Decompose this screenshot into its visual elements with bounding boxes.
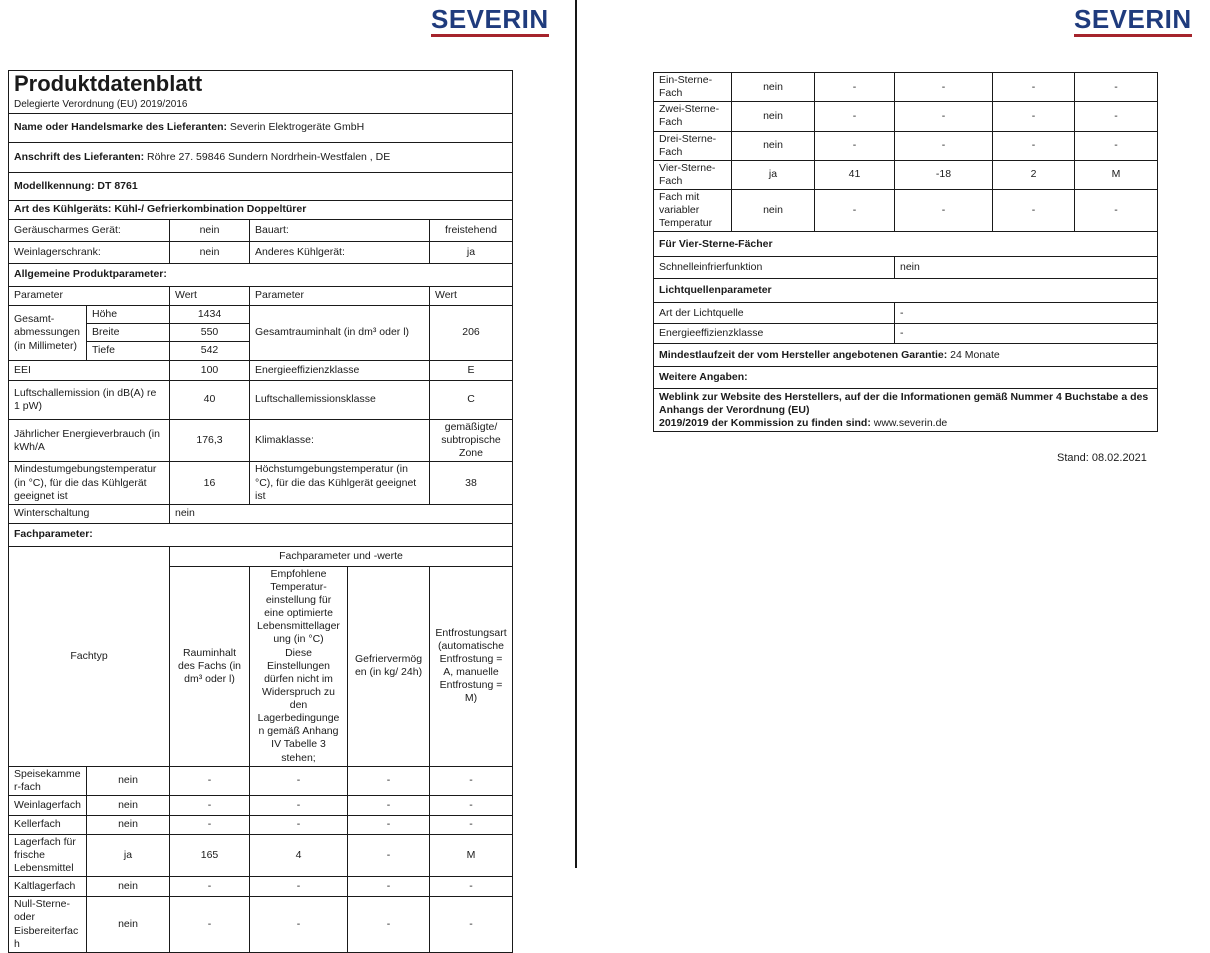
defrost-column-header: Entfrostungsart (automatische Entfrostung = A, manuelle Entfrostung = M) [430, 566, 513, 766]
value-cell: C [430, 381, 513, 420]
column-header: Wert [170, 287, 250, 306]
table-row [9, 242, 513, 264]
value-cell: E [430, 361, 513, 381]
param-row [9, 462, 513, 504]
severin-logo-left [431, 6, 549, 37]
doc-subtitle: Delegierte Verordnung (EU) 2019/2016 [14, 99, 188, 111]
model-id-row [9, 173, 513, 201]
temperature-cell: 4 [250, 834, 348, 876]
dimension-row [9, 306, 513, 324]
param-row [9, 361, 513, 381]
freezing-cell: - [993, 102, 1075, 131]
more-info-header: Weitere Angaben: [654, 367, 1158, 389]
product-datasheet-table-continued [653, 72, 1158, 432]
table-row [654, 102, 1158, 131]
flag-cell: nein [87, 815, 170, 834]
appliance-type-cell [9, 201, 513, 220]
value-cell: 38 [430, 462, 513, 504]
page-2 [653, 72, 1158, 432]
defrost-cell: - [430, 897, 513, 953]
model-id-value: DT 8761 [97, 179, 138, 192]
section-header-row [654, 367, 1158, 389]
model-id-cell [9, 173, 513, 201]
temperature-cell: - [895, 102, 993, 131]
section-header-row [9, 523, 513, 546]
dimensions-label: Gesamt-abmessungen (in Millimeter) [9, 306, 87, 361]
flag-cell: nein [87, 766, 170, 795]
volume-cell: - [815, 131, 895, 160]
freezing-cell: - [348, 897, 430, 953]
temperature-cell: - [895, 131, 993, 160]
product-datasheet-table [8, 70, 513, 953]
defrost-cell: - [1075, 131, 1158, 160]
fachtyp-header: Fachtyp [9, 546, 170, 766]
warranty-label: Mindestlaufzeit der vom Hersteller angebotenen Garantie: [659, 348, 948, 361]
defrost-cell: - [430, 795, 513, 815]
freezing-cell: - [993, 131, 1075, 160]
page-1 [8, 70, 513, 953]
compartment-type: Weinlagerfach [9, 795, 87, 815]
label-cell: Luftschallemissionsklasse [250, 381, 430, 420]
severin-logo-right [1074, 6, 1192, 37]
freezing-cell: - [348, 815, 430, 834]
severin-weblink[interactable]: www.severin.de [873, 416, 948, 429]
flag-cell: nein [732, 73, 815, 102]
label-cell: Anderes Kühlgerät: [250, 242, 430, 264]
volume-cell: - [170, 877, 250, 897]
flag-cell: nein [732, 190, 815, 232]
table-row [654, 131, 1158, 160]
appliance-type-value: Kühl-/ Gefrierkombination Doppeltürer [114, 203, 307, 216]
label-cell: Jährlicher Energieverbrauch (in kWh/A [9, 420, 170, 462]
severin-logo-text: SEVERIN [1074, 4, 1192, 34]
label-cell: Höchstumgebungstemperatur (in °C), für die das Kühlgerät geeignet ist [250, 462, 430, 504]
compartment-type: Ein-Sterne-Fach [654, 73, 732, 102]
total-volume-value: 206 [430, 306, 513, 361]
dimension-value: 542 [170, 342, 250, 361]
column-header: Parameter [9, 287, 170, 306]
light-source-row [654, 303, 1158, 324]
value-cell: gemäßigte/ subtropische Zone [430, 420, 513, 462]
dimension-value: 550 [170, 324, 250, 342]
table-row [9, 815, 513, 834]
flag-cell: nein [87, 897, 170, 953]
section-header-row [9, 264, 513, 287]
value-cell: nein [170, 220, 250, 242]
temperature-header-line2: Diese Einstellungen dürfen nicht im Widerspruch zu den Lagerbedingungen gemäß Anhang IV Tabelle 3 stehen; [257, 646, 340, 764]
label-cell: Energieeffizienzklasse [250, 361, 430, 381]
freezing-cell: - [348, 834, 430, 876]
total-volume-label: Gesamtrauminhalt (in dm³ oder l) [250, 306, 430, 361]
page-divider [575, 0, 577, 868]
label-cell: Weinlagerschrank: [9, 242, 170, 264]
value-cell: 176,3 [170, 420, 250, 462]
table-row [9, 220, 513, 242]
temperature-cell: - [250, 795, 348, 815]
label-cell: Mindestumgebungstemperatur (in °C), für die das Kühlgerät geeignet ist [9, 462, 170, 504]
warranty-cell [654, 344, 1158, 367]
section-header-row [654, 232, 1158, 257]
compartment-parameters-header: Fachparameter: [9, 523, 513, 546]
value-cell: - [895, 303, 1158, 324]
compartment-type: Fach mit variabler Temperatur [654, 190, 732, 232]
flag-cell: nein [87, 795, 170, 815]
general-parameters-header: Allgemeine Produktparameter: [9, 264, 513, 287]
defrost-cell: - [430, 766, 513, 795]
table-row [9, 897, 513, 953]
freezing-cell: - [348, 795, 430, 815]
volume-column-header: Rauminhalt des Fachs (in dm³ oder l) [170, 566, 250, 766]
section-header-row [654, 279, 1158, 303]
defrost-cell: - [1075, 73, 1158, 102]
volume-cell: 41 [815, 160, 895, 189]
value-cell: freistehend [430, 220, 513, 242]
compartment-type: Zwei-Sterne-Fach [654, 102, 732, 131]
value-cell: nein [170, 504, 513, 523]
temperature-cell: - [250, 766, 348, 795]
freezing-cell: - [993, 190, 1075, 232]
table-row [654, 160, 1158, 189]
label-cell: Energieeffizienzklasse [654, 324, 895, 344]
freezing-cell: - [348, 766, 430, 795]
value-cell: 100 [170, 361, 250, 381]
supplier-name-value: Severin Elektrogeräte GmbH [229, 121, 365, 134]
four-star-header: Für Vier-Sterne-Fächer [654, 232, 1158, 257]
temperature-cell: - [895, 73, 993, 102]
warranty-value: 24 Monate [950, 348, 1000, 361]
compartment-type: Kaltlagerfach [9, 877, 87, 897]
compartment-type: Null-Sterne- oder Eisbereiterfach [9, 897, 87, 953]
defrost-cell: - [430, 877, 513, 897]
group-header: Fachparameter und -werte [170, 546, 513, 566]
supplier-name-cell [9, 114, 513, 143]
label-cell: Luftschallemission (in dB(A) re 1 pW) [9, 381, 170, 420]
supplier-address-label: Anschrift des Lieferanten: [14, 150, 145, 163]
table-row [9, 795, 513, 815]
quick-freeze-row [654, 257, 1158, 279]
value-cell: ja [430, 242, 513, 264]
flag-cell: nein [732, 131, 815, 160]
light-source-header: Lichtquellenparameter [654, 279, 1158, 303]
volume-cell: 165 [170, 834, 250, 876]
compartment-type: Kellerfach [9, 815, 87, 834]
value-cell: 40 [170, 381, 250, 420]
volume-cell: - [170, 897, 250, 953]
weblink-row [654, 389, 1158, 432]
winter-switch-row [9, 504, 513, 523]
volume-cell: - [815, 73, 895, 102]
freezing-cell: 2 [993, 160, 1075, 189]
volume-cell: - [815, 190, 895, 232]
temperature-cell: -18 [895, 160, 993, 189]
group-header-row [9, 546, 513, 566]
weblink-label-line1: Weblink zur Website des Herstellers, auf der die Informationen gemäß Nummer 4 Buchstabe a des Anhangs der Verordnung (EU) [659, 390, 1149, 416]
temperature-cell: - [250, 877, 348, 897]
defrost-cell: - [1075, 190, 1158, 232]
label-cell: EEI [9, 361, 170, 381]
defrost-cell: M [1075, 160, 1158, 189]
warranty-row [654, 344, 1158, 367]
param-row [9, 420, 513, 462]
label-cell: Art der Lichtquelle [654, 303, 895, 324]
temperature-header-line1: Empfohlene Temperatur-einstellung für eine optimierte Lebensmittellagerung (in °C) [257, 567, 340, 646]
flag-cell: nein [87, 877, 170, 897]
doc-title: Produktdatenblatt [14, 71, 203, 97]
compartment-type: Lagerfach für frische Lebensmittel [9, 834, 87, 876]
temperature-cell: - [895, 190, 993, 232]
supplier-name-label: Name oder Handelsmarke des Lieferanten: [14, 121, 227, 134]
compartment-type: Vier-Sterne-Fach [654, 160, 732, 189]
table-row [654, 190, 1158, 232]
freezing-column-header: Gefriervermögen (in kg/ 24h) [348, 566, 430, 766]
value-cell: - [895, 324, 1158, 344]
label-cell: Klimaklasse: [250, 420, 430, 462]
model-id-label: Modellkennung: [14, 179, 95, 192]
dimension-value: 1434 [170, 306, 250, 324]
logo-underline [1074, 34, 1192, 37]
light-source-row [654, 324, 1158, 344]
appliance-type-row [9, 201, 513, 220]
value-cell: nein [170, 242, 250, 264]
supplier-address-row [9, 143, 513, 173]
supplier-address-cell [9, 143, 513, 173]
table-row [9, 766, 513, 795]
value-cell: 16 [170, 462, 250, 504]
label-cell: Bauart: [250, 220, 430, 242]
temperature-cell: - [250, 897, 348, 953]
table-row [9, 834, 513, 876]
defrost-cell: - [430, 815, 513, 834]
temperature-cell: - [250, 815, 348, 834]
supplier-name-row [9, 114, 513, 143]
flag-cell: ja [87, 834, 170, 876]
dimension-name: Tiefe [87, 342, 170, 361]
column-header: Parameter [250, 287, 430, 306]
compartment-type: Speisekammer-fach [9, 766, 87, 795]
label-cell: Winterschaltung [9, 504, 170, 523]
weblink-cell [654, 389, 1158, 432]
table-row [654, 73, 1158, 102]
freezing-cell: - [993, 73, 1075, 102]
defrost-cell: M [430, 834, 513, 876]
flag-cell: ja [732, 160, 815, 189]
dimension-name: Höhe [87, 306, 170, 324]
volume-cell: - [170, 766, 250, 795]
logo-underline [431, 34, 549, 37]
column-header: Wert [430, 287, 513, 306]
weblink-label-line2: 2019/2019 der Kommission zu finden sind: [659, 416, 871, 429]
stand-date: Stand: 08.02.2021 [1057, 452, 1147, 464]
value-cell: nein [895, 257, 1158, 279]
severin-logo-text: SEVERIN [431, 4, 549, 34]
defrost-cell: - [1075, 102, 1158, 131]
table-row [9, 877, 513, 897]
temperature-column-header [250, 566, 348, 766]
flag-cell: nein [732, 102, 815, 131]
dimension-name: Breite [87, 324, 170, 342]
freezing-cell: - [348, 877, 430, 897]
volume-cell: - [170, 795, 250, 815]
title-cell [9, 71, 513, 114]
appliance-type-label: Art des Kühlgeräts: [14, 203, 112, 216]
param-header-row [9, 287, 513, 306]
compartment-type: Drei-Sterne-Fach [654, 131, 732, 160]
volume-cell: - [170, 815, 250, 834]
title-row [9, 71, 513, 114]
param-row [9, 381, 513, 420]
volume-cell: - [815, 102, 895, 131]
label-cell: Schnelleinfrierfunktion [654, 257, 895, 279]
supplier-address-value: Röhre 27. 59846 Sundern Nordrhein-Westfalen , DE [147, 150, 391, 163]
label-cell: Geräuscharmes Gerät: [9, 220, 170, 242]
